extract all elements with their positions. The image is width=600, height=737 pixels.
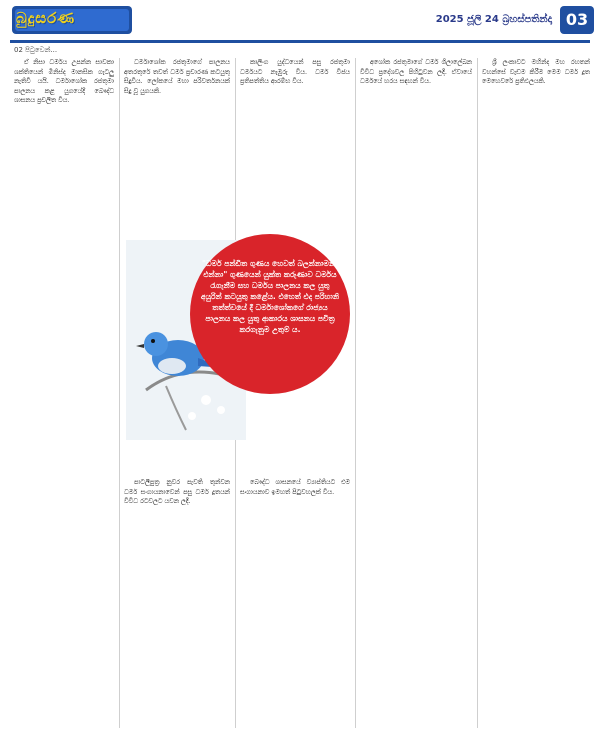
article-column-2	[124, 58, 230, 238]
article-column-3-lower	[240, 478, 350, 728]
column-text: ධර්මාශෝක රජතුමාගේ පාලනය අතරතුරේ තවත් ධර්ම ප්‍රචාරණ කටයුතු සිදුවිය. ලෝකයේ මහා පරිවර්තනයක් සිදු වූ යුගයකි.	[124, 58, 230, 95]
article-column-4	[360, 58, 472, 728]
column-divider	[477, 58, 478, 728]
column-text: කාලිංග යුද්ධයෙන් පසු රජතුමා ධර්මයට නැඹුරු විය. ධර්ම විජය ප්‍රතිපත්තිය ආරම්භ විය.	[240, 58, 350, 86]
masthead-logo: බුදුසරණ	[16, 9, 76, 27]
column-text: ශ්‍රී ලංකාවට මහින්ද මහ රහතන් වහන්සේ වැඩම කිරීම මෙම ධර්ම දූත මෙහෙවරේ ප්‍රතිඵලයකි.	[482, 58, 590, 86]
column-text: පාටලීපුත්‍ර නුවර පැවති තුන්වන ධර්ම සංගායනාවෙන් පසු ධර්ම දූතයන් විවිධ රටවලට යවන ලදී.	[124, 478, 230, 506]
column-text: අශෝක රජතුමාගේ ධර්ම ශිලාලේඛන විවිධ ප්‍රදේශවල පිහිටුවන ලදී. ඒවායේ ධර්මයේ හරය සඳහන් විය.	[360, 58, 472, 86]
issue-date: 2025 ජූලි 24 බ්‍රහස්පතින්දා	[435, 14, 552, 25]
article-column-1	[14, 58, 114, 728]
masthead-rule	[10, 40, 590, 43]
column-text: බෞද්ධ ශාසනයේ ව්‍යාප්තියට එම සංගායනාව ඉමහත් පිටුවහලක් විය.	[240, 478, 350, 496]
article-column-3	[240, 58, 350, 238]
pull-quote	[190, 234, 350, 394]
column-text: ඒ නිසා ධර්මය උපන්න සාවකා ශක්තියෙන් මිනිස්ද මානසික ගැටලු නැතිවී යයි. ධර්මාශෝක රජතුමා පාලනය කළ යුගයේදී බෞද්ධ ශාසනය ප්‍රචලිත විය.	[14, 58, 114, 105]
pull-quote-text: "ධර්ම පන්ඩිත ගුණය හෙවත් බලන්නාමනි, එන්නා" ගුණයෙන් යුක්ත කරුණාව ධර්මය රැගැනීම සහ ධර්මය පාලනය කල යුතු අයුරින් කටයුතු කළේය. එහෙත් එද පරිහානි තත්ත්වයේ දී ධර්මාශෝකගේ රාජ්‍යය පාලනය කල යුතු ආකාරය ශාසනය පවිත්‍ර කරගැනුම උතුම් ය.	[200, 259, 340, 334]
column-divider	[355, 58, 356, 728]
column-divider	[119, 58, 120, 728]
masthead	[0, 0, 600, 40]
page-number: 03	[560, 6, 594, 34]
article-column-2-lower	[124, 478, 230, 728]
article-column-5	[482, 58, 590, 728]
continuation-note: 02 පිටුවෙන්...	[14, 46, 58, 54]
